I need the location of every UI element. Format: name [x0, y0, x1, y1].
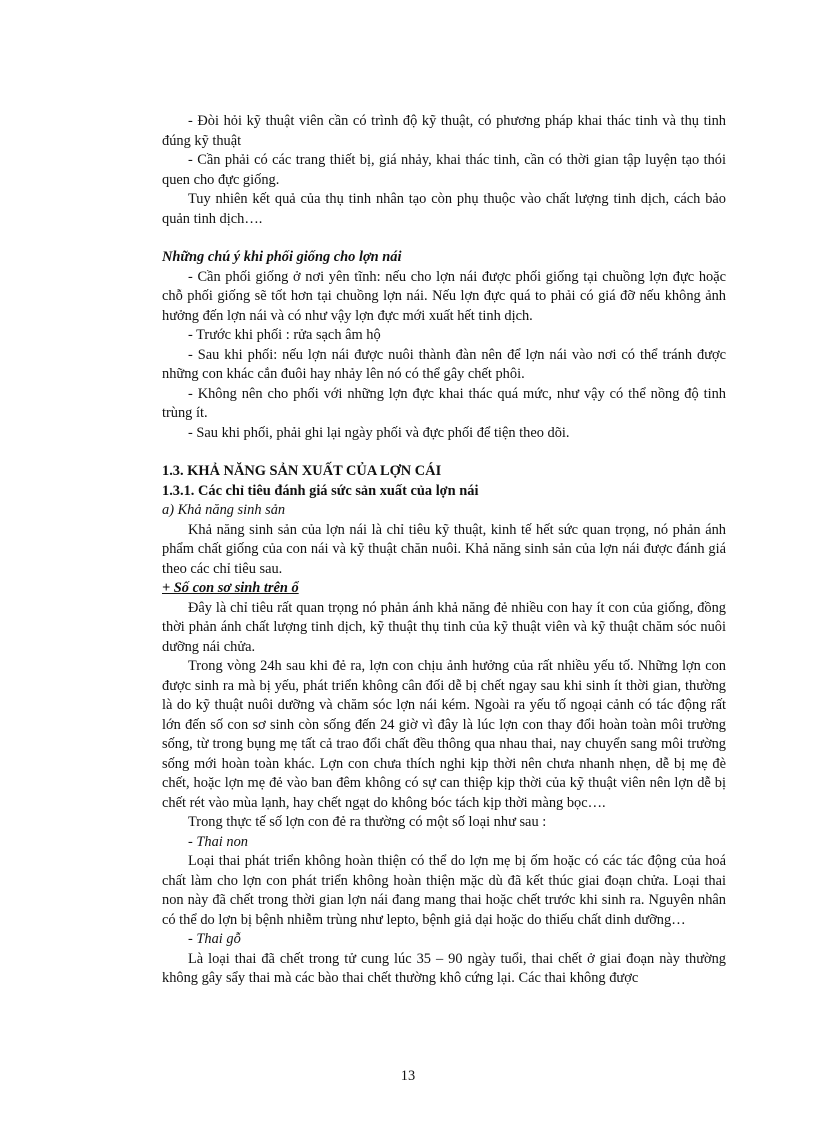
paragraph: Là loại thai đã chết trong tử cung lúc 35 – 90 ngày tuổi, thai chết ở giai đoạn này thường không gây sẩy thai mà các bào thai chết thường khô cứng lại. Các thai không được: [162, 950, 726, 986]
paragraph: - Sau khi phối, phải ghi lại ngày phối và đực phối để tiện theo dõi.: [188, 424, 570, 441]
section-heading-1-3: 1.3. KHẢ NĂNG SẢN XUẤT CỦA LỢN CÁI: [162, 463, 442, 479]
paragraph: - Cần phải có các trang thiết bị, giá nhảy, khai thác tinh, cần có thời gian tập luyện tạo thói quen cho đực giống.: [162, 152, 726, 188]
paragraph: - Trước khi phối : rửa sạch âm hộ: [188, 327, 381, 343]
paragraph: Trong vòng 24h sau khi đẻ ra, lợn con chịu ảnh hưởng của rất nhiều yếu tố. Những lợn con được sinh ra mà bị yếu, phát triển không cân đối dễ bị chết ngay sau khi sinh ít thời gian, thường là do kỹ thuật nuôi dưỡng và chăm sóc lợn nái kém. Ngoài ra yếu tố ngoại cảnh có tác động rất lớn đến số con sơ sinh còn sống đến 24 giờ vì đây là lúc lợn con thay đổi hoàn toàn môi trường sống, từ trong bụng mẹ tất cả trao đổi chất đều thông qua nhau thai, nay chuyển sang môi trường sống mới hoàn toàn khác. Lợn con chưa thích nghi kịp thời nên chưa nhanh nhẹn, dễ bị mẹ đè chết, hoặc lợn mẹ đẻ vào ban đêm không có sự can thiệp kịp thời của kỹ thuật viên nên lợn dễ bị chết rét vào mùa lạnh, hay chết ngạt do không bóc tách kịp thời màng bọc….: [162, 658, 726, 811]
paragraph: - Sau khi phối: nếu lợn nái được nuôi thành đàn nên để lợn nái vào nơi có thể tránh được những con khác cắn đuôi hay nhảy lên nó có thể gây chết phôi.: [162, 346, 726, 382]
paragraph: Tuy nhiên kết quả của thụ tinh nhân tạo còn phụ thuộc vào chất lượng tinh dịch, cách bảo quản tinh dịch….: [162, 191, 726, 227]
subheading-litter-size: + Số con sơ sinh trên ổ: [162, 580, 299, 596]
paragraph: Trong thực tế số lợn con đẻ ra thường có một số loại như sau :: [188, 814, 547, 830]
page-number: 13: [400, 1068, 416, 1084]
section-heading-notes: Những chú ý khi phối giống cho lợn nái: [162, 249, 402, 265]
subheading-thai-go: - Thai gỗ: [188, 931, 241, 947]
paragraph: - Không nên cho phối với những lợn đực khai thác quá mức, như vậy có thể nồng độ tinh trùng ít.: [162, 385, 726, 421]
subheading-a: a) Khả năng sinh sản: [162, 502, 286, 518]
paragraph: Đây là chỉ tiêu rất quan trọng nó phản ánh khả năng đẻ nhiều con hay ít con của giống, đồng thời phản ánh chất lượng tinh dịch, kỹ thuật thụ tinh của kỹ thuật viên và kỹ thuật chăm sóc nuôi dưỡng nái chửa.: [162, 599, 726, 655]
paragraph: Khả năng sinh sản của lợn nái là chỉ tiêu kỹ thuật, kinh tế hết sức quan trọng, nó phản ánh phẩm chất giống của con nái và kỹ thuật chăn nuôi. Khả năng sinh sản của lợn nái được đánh giá theo các chỉ tiêu sau.: [162, 521, 726, 577]
subheading-thai-non: - Thai non: [188, 833, 248, 850]
document-body: [162, 112, 726, 989]
subsection-heading-1-3-1: 1.3.1. Các chỉ tiêu đánh giá sức sản xuất của lợn nái: [162, 482, 479, 499]
paragraph: - Cần phối giống ở nơi yên tĩnh: nếu cho lợn nái được phối giống tại chuồng lợn đực hoặc chỗ phối giống sẽ tốt hơn tại chuồng lợn nái. Nếu lợn đực quá to phải có giá đỡ nếu không ảnh hưởng đến lợn nái và có như vậy lợn đực mới xuất hết tinh dịch.: [162, 268, 726, 324]
paragraph: - Đòi hỏi kỹ thuật viên cần có trình độ kỹ thuật, có phương pháp khai thác tinh và thụ tinh đúng kỹ thuật: [162, 113, 726, 149]
paragraph: Loại thai phát triển không hoàn thiện có thể do lợn mẹ bị ốm hoặc có các tác động của hoá chất làm cho lợn con phát triển không hoàn thiện mặc dù đã kết thúc giai đoạn chửa. Loại thai non này đã chết trong thời gian lợn nái đang mang thai hoặc chết trước khi sinh ra. Nguyên nhân có thể do lợn bị bệnh nhiễm trùng như lepto, bệnh giả dại hoặc do thiếu chất dinh dưỡng…: [162, 853, 726, 928]
